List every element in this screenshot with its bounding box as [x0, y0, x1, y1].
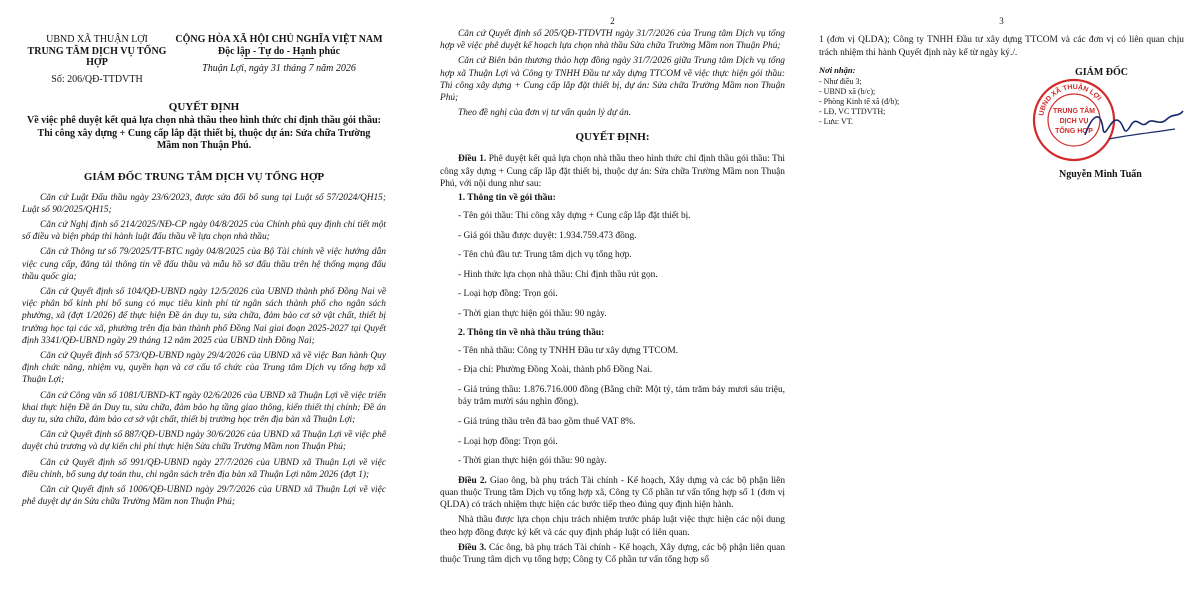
legal-bases-list — [22, 192, 386, 509]
article-3 — [440, 542, 785, 566]
seal-line-2: DỊCH VỤ — [1059, 118, 1089, 126]
recipient-item: - LĐ, VC TTDVTH; — [819, 107, 886, 117]
package-info-item: - Hình thức lựa chọn nhà thầu: Chỉ định thầu rút gọn. — [458, 269, 658, 280]
national-motto: Độc lập - Tự do - Hạnh phúc — [217, 45, 341, 57]
legal-basis-item: Căn cứ Quyết định số 1006/QĐ-UBND ngày 29/7/2026 của UBND xã Thuận Lợi về việc phê duyệt dự án Sửa chữa Trường Mầm non Thuận Phú; — [22, 484, 386, 508]
article-3-label: Điều 3. — [458, 542, 487, 553]
contractor-info-list — [440, 345, 785, 468]
legal-basis-item: Căn cứ Thông tư số 79/2025/TT-BTC ngày 04/8/2025 của Bộ Tài chính về việc hướng dẫn việc cung cấp, đăng tải thông tin về đấu thầu và mẫu hồ sơ đấu thầu trên hệ thống mạng đấu thầu quốc gia; — [22, 247, 386, 282]
page-number: 3 — [999, 16, 1004, 26]
contractor-info-item: - Loại hợp đồng: Trọn gói. — [458, 436, 558, 447]
package-info-item: - Thời gian thực hiện gói thầu: 90 ngày. — [458, 309, 607, 319]
nation-name: CỘNG HÒA XÃ HỘI CHỦ NGHĨA VIỆT NAM — [175, 34, 383, 45]
signer-title: GIÁM ĐỐC — [1074, 67, 1129, 79]
legal-basis-item: Căn cứ Quyết định số 991/QĐ-UBND ngày 27/7/2026 của UBND xã Thuận Lợi về việc điều chỉnh, bổ sung dự toán thu, chi ngân sách trên địa bàn xã Thuận Lợi năm 2026 (đợt 1); — [22, 457, 386, 480]
legal-basis-item: Căn cứ Công văn số 1081/UBND-KT ngày 02/6/2026 của UBND xã Thuận Lợi về việc triển khai thực hiện Đề án Duy tu, sửa chữa, đảm bảo hạ tầng giao thông, kiến thiết thị chính; Đề án duy tu, sửa chữa, đảm bảo cơ sở vật chất, thiết bị trường học trên địa bàn xã Thuận Lợi; — [22, 390, 386, 425]
recipients-block — [819, 65, 1019, 185]
signer-name: Nguyễn Minh Tuấn — [1059, 169, 1142, 181]
document-page-3 — [805, 0, 1200, 602]
national-heading — [172, 34, 386, 85]
document-title: QUYẾT ĐỊNH — [168, 101, 240, 113]
article-1-text: Phê duyệt kết quả lựa chọn nhà thầu theo hình thức chỉ định thầu gói thầu: Thi công xây dựng + Cung cấp lắp đặt thiết bị, thuộc dự án: Sửa chữa Trường Mầm non Thuận Phú, với nội dung như sau: — [440, 154, 785, 189]
article-2-label: Điều 2. — [458, 475, 487, 486]
package-info-item: - Giá gói thầu được duyệt: 1.934.759.473 đồng. — [458, 230, 637, 241]
legal-basis-item: Căn cứ Quyết định số 573/QĐ-UBND ngày 29/4/2026 của UBND xã về việc Ban hành Quy định chức năng, nhiệm vụ, quyền hạn và cơ cấu tổ chức của Trung tâm Dịch vụ tổng hợp xã Thuận Lợi; — [22, 350, 386, 386]
legal-basis-item: Căn cứ Quyết định số 104/QĐ-UBND ngày 12/5/2026 của UBND thành phố Đồng Nai về việc phân bổ kinh phí bổ sung có mục tiêu kinh phí từ ngân sách thành phố cho ngân sách phường, xã (đợt 1/2026) để thực hiện Đề án duy tu, sửa chữa, đảm bảo cơ sở vật chất, thiết bị trường học tại các xã, phường trên địa bàn thành phố Đồng Nai giai đoạn 2025-2027 tại Quyết định 3341/QĐ-UBND ngày 29 tháng 12 năm 2025 của UBND tỉnh Đồng Nai; — [22, 286, 386, 346]
handwritten-signature — [1079, 95, 1189, 155]
issue-date: Thuận Lợi, ngày 31 tháng 7 năm 2026 — [202, 63, 356, 74]
issuing-agency — [22, 34, 172, 85]
recipient-item: - Lưu: VT. — [819, 117, 854, 127]
recipients-list — [819, 77, 1019, 127]
article-1-label: Điều 1. — [458, 154, 487, 165]
document-header — [22, 34, 386, 85]
agency-parent: UBND XÃ THUẬN LỢI — [46, 34, 148, 45]
article-1 — [440, 153, 785, 190]
recipient-item: - UBND xã (b/c); — [819, 87, 876, 97]
section-2-title: 2. Thông tin về nhà thầu trúng thầu: — [458, 327, 605, 338]
article-2 — [440, 475, 785, 512]
recipients-label: Nơi nhận: — [819, 65, 856, 76]
seal-line-1: TRUNG TÂM — [1053, 108, 1095, 116]
legal-basis-item: Căn cứ Quyết định số 205/QĐ-TTDVTH ngày 31/7/2026 của Trung tâm Dịch vụ tổng hợp về việc phê duyệt kế hoạch lựa chọn nhà thầu Sửa chữa Trường Mầm non Thuận Phú; — [440, 29, 785, 52]
recipient-item: - Phòng Kinh tế xã (đ/b); — [819, 97, 900, 107]
document-subject: Về việc phê duyệt kết quả lựa chọn nhà thầu theo hình thức chỉ định thầu gói thầu: Thi công xây dựng + Cung cấp lắp đặt thiết bị, thuộc dự án: Sửa chữa Trường Mầm non Thuận Phú. — [26, 115, 382, 151]
legal-basis-item: Căn cứ Luật Đấu thầu ngày 23/6/2023, được sửa đổi bổ sung tại Luật số 57/2024/QH15; Luật số 90/2025/QH15; — [22, 192, 386, 215]
legal-basis-item: Căn cứ Nghị định số 214/2025/NĐ-CP ngày 04/8/2025 của Chính phủ quy định chi tiết một số điều và biện pháp thi hành luật đấu thầu về lựa chọn nhà thầu; — [22, 219, 386, 243]
document-page-1 — [0, 0, 400, 602]
contractor-info-item: - Giá trúng thầu: 1.876.716.000 đồng (Bằng chữ: Một tỷ, tám trăm bảy mươi sáu triệu, bảy trăm mười sáu nghìn đồng). — [458, 384, 785, 408]
authority-heading: GIÁM ĐỐC TRUNG TÂM DỊCH VỤ TỔNG HỢP — [83, 170, 325, 183]
article-3-continued: 1 (đơn vị QLDA); Công ty TNHH Đầu tư xây dựng TTCOM và các đơn vị có liên quan chịu trách nhiệm thi hành Quyết định này kể từ ngày ký./. — [819, 35, 1184, 58]
contractor-info-item: - Tên nhà thầu: Công ty TNHH Đầu tư xây dựng TTCOM. — [458, 345, 679, 356]
package-info-item: - Tên gói thầu: Thi công xây dựng + Cung cấp lắp đặt thiết bị. — [458, 211, 691, 222]
motto-underline — [244, 58, 314, 59]
recipient-item: - Như điều 3; — [819, 77, 862, 87]
seal-ring-text: UBND XÃ THUẬN LỢI — [1038, 84, 1103, 117]
package-info-item: - Tên chủ đầu tư: Trung tâm dịch vụ tổng hợp. — [458, 250, 632, 261]
decision-heading: QUYẾT ĐỊNH: — [575, 131, 650, 144]
contractor-info-item: - Thời gian thực hiện gói thầu: 90 ngày. — [458, 456, 607, 467]
article-2-text: Giao ông, bà phụ trách Tài chính - Kế hoạch, Xây dựng và các bộ phận liên quan thuộc Trung tâm Dịch vụ tổng hợp xã, Công ty Cổ phần tư vấn tổng hợp số 1 (đơn vị QLDA) có trách nhiệm thực hiện các bước tiếp theo đúng quy định hiện hành. — [440, 475, 786, 511]
page-number: 2 — [610, 16, 615, 26]
legal-basis-item: Căn cứ Biên bản thương thảo hợp đồng ngày 31/7/2026 giữa Trung tâm Dịch vụ tổng hợp xã Thuận Lợi và Công ty TNHH Đầu tư xây dựng TTCOM về việc thực hiện gói thầu: Thi công xây dựng + Cung cấp lắp đặt thiết bị, dự án: Sửa chữa Trường Mầm non Thuận Phú; — [440, 56, 785, 104]
section-1-title: 1. Thông tin về gói thầu: — [458, 193, 556, 204]
signature-area — [819, 65, 1184, 185]
article-2-paragraph-2: Nhà thầu được lựa chọn chịu trách nhiệm trước pháp luật việc thực hiện các nội dung theo hợp đồng được ký kết và các quy định pháp luật có liên quan. — [440, 515, 785, 538]
article-3-text: Các ông, bà phụ trách Tài chính - Kế hoạch, Xây dựng, các bộ phận liên quan thuộc Trung tâm dịch vụ tổng hợp; Công ty Cổ phần tư vấn tổng hợp số — [440, 542, 786, 565]
package-info-list — [440, 210, 785, 321]
legal-basis-item: Căn cứ Quyết định số 887/QĐ-UBND ngày 30/6/2026 của UBND xã Thuận Lợi về việc phê duyệt chủ trương và dự kiến chi phí thực hiện Sửa chữa Trường Mầm non Thuận Phú; — [22, 430, 386, 453]
legal-bases-continued — [440, 28, 785, 119]
package-info-item: - Loại hợp đồng: Trọn gói. — [458, 289, 558, 300]
contractor-info-item: - Giá trúng thầu trên đã bao gồm thuế VAT 8%. — [458, 416, 636, 427]
document-number: Số: 206/QĐ-TTDVTH — [51, 73, 143, 85]
contractor-info-item: - Địa chỉ: Phường Đồng Xoài, thành phố Đồng Nai. — [458, 365, 653, 376]
seal-line-3: TỔNG HỢP — [1055, 128, 1093, 136]
agency-name: TRUNG TÂM DỊCH VỤ TỔNG HỢP — [27, 45, 167, 68]
legal-basis-item: Theo đề nghị của đơn vị tư vấn quản lý dự án. — [458, 108, 632, 119]
signer-block — [1019, 65, 1184, 185]
document-page-2 — [400, 0, 805, 602]
